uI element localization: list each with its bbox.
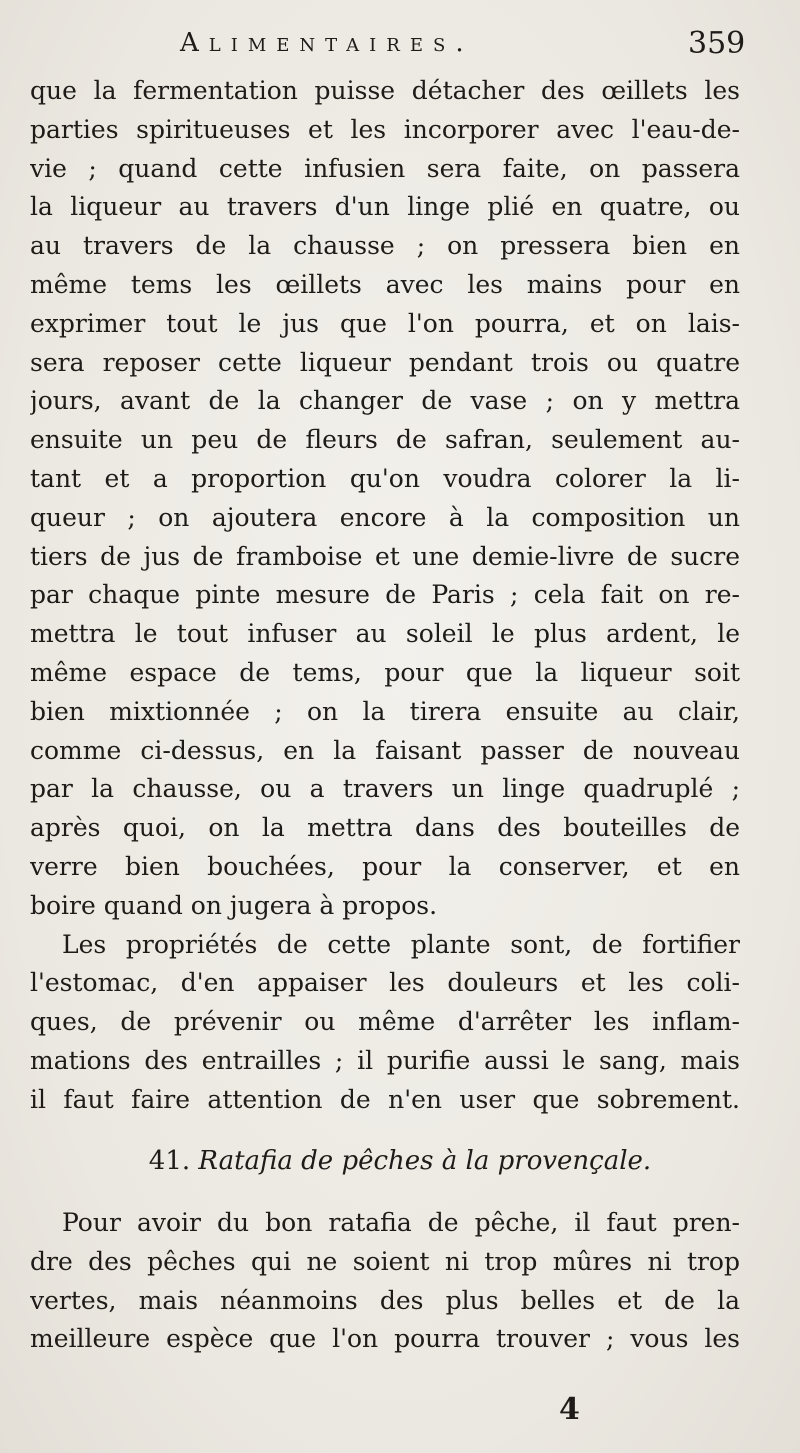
page-header	[0, 22, 800, 68]
section-title: Ratafia de pêches à la provençale.	[198, 1146, 652, 1176]
text-line: parties spiritueuses et les incorporer avec l'eau-de-	[30, 114, 740, 144]
text-line: il faut faire attention de n'en user que sobrement.	[30, 1084, 740, 1114]
page-number: 359	[688, 26, 746, 61]
text-line: Pour avoir du bon ratafia de pêche, il faut pren-	[62, 1208, 740, 1237]
text-line: comme ci-dessus, en la faisant passer de nouveau	[30, 735, 740, 765]
text-line: vie ; quand cette infusien sera faite, on passera	[30, 153, 740, 183]
text-line: tiers de jus de framboise et une demie-livre de sucre	[30, 541, 740, 571]
text-line: bien mixtionnée ; on la tirera ensuite au clair,	[30, 696, 740, 726]
paragraph-3	[30, 1204, 740, 1359]
text-line: Les propriétés de cette plante sont, de fortifier	[62, 929, 740, 959]
text-line: par la chausse, ou a travers un linge quadruplé ;	[30, 774, 740, 804]
text-line: boire quand on jugera à propos.	[30, 890, 438, 920]
text-line: même tems les œillets avec les mains pour en	[30, 269, 740, 299]
text-line: tant et a proportion qu'on voudra colorer la li-	[30, 463, 740, 493]
text-line: exprimer tout le jus que l'on pourra, et on lais-	[30, 308, 740, 338]
text-line: vertes, mais néanmoins des plus belles et de la	[30, 1285, 740, 1315]
text-line: meilleure espèce que l'on pourra trouver ; vous les	[30, 1324, 740, 1354]
text-line: que la fermentation puisse détacher des œillets les	[30, 76, 740, 105]
text-line: la liqueur au travers d'un linge plié en quatre, ou	[30, 192, 740, 222]
text-line: queur ; on ajoutera encore à la composition un	[30, 502, 740, 532]
text-line: ensuite un peu de fleurs de safran, seulement au-	[30, 425, 740, 455]
paragraph-2	[30, 926, 740, 1120]
signature-mark: 4	[559, 1392, 580, 1427]
text-line: par chaque pinte mesure de Paris ; cela fait on re-	[30, 580, 740, 610]
main-text	[30, 72, 740, 1120]
text-line: verre bien bouchées, pour la conserver, et en	[30, 851, 740, 881]
text-line: ques, de prévenir ou même d'arrêter les inflam-	[30, 1007, 740, 1037]
text-line: au travers de la chausse ; on pressera bien en	[30, 231, 740, 261]
section-heading	[0, 1146, 800, 1176]
section-number: 41.	[148, 1146, 191, 1176]
text-line: l'estomac, d'en appaiser les douleurs et les coli-	[30, 968, 740, 998]
text-line: mettra le tout infuser au soleil le plus ardent, le	[30, 619, 740, 649]
text-line: mations des entrailles ; il purifie aussi le sang, mais	[30, 1045, 740, 1075]
running-head: Alimentaires.	[180, 28, 474, 58]
text-line: même espace de tems, pour que la liqueur soit	[30, 657, 740, 687]
text-line: jours, avant de la changer de vase ; on y mettra	[30, 386, 740, 416]
paragraph-1	[30, 72, 740, 926]
text-line: dre des pêches qui ne soient ni trop mûres ni trop	[30, 1246, 740, 1276]
text-line: sera reposer cette liqueur pendant trois ou quatre	[30, 347, 740, 377]
text-line: après quoi, on la mettra dans des bouteilles de	[30, 813, 740, 843]
